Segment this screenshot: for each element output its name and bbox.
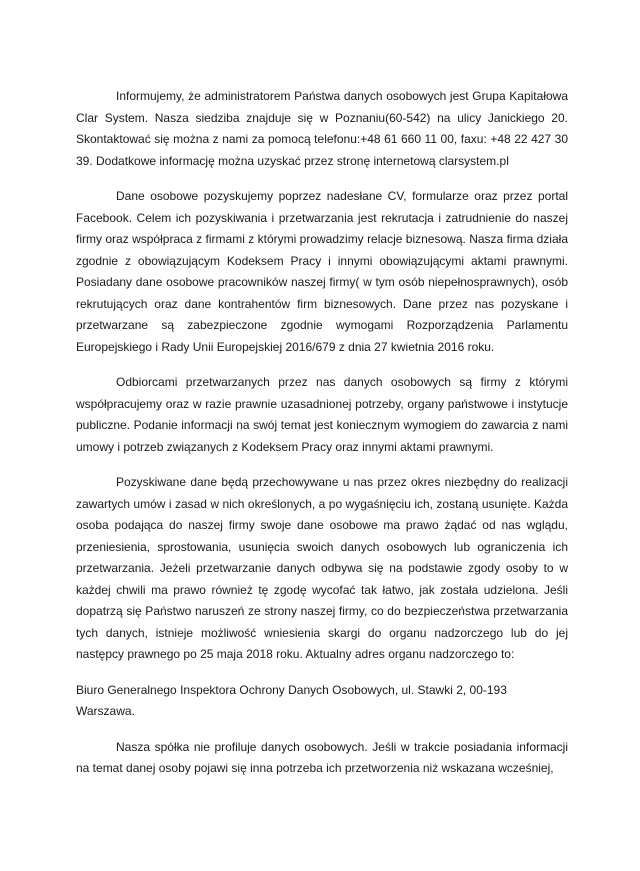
paragraph-administrator: Informujemy, że administratorem Państwa danych osobowych jest Grupa Kapitałowa Clar System. Nasza siedziba znajduje się w Poznaniu(60-542) na ulicy Janickiego 20. Skontaktować się można z nami za pomocą telefonu:+48 61 660 11 00, faxu: +48 22 427 30 39. Dodatkowe informację można uzyskać przez stronę internetową clarsystem.pl <box>76 89 568 168</box>
paragraph-supervisory-address: Biuro Generalnego Inspektora Ochrony Danych Osobowych, ul. Stawki 2, 00-193 Warszawa. <box>76 682 507 718</box>
document-body <box>76 86 568 794</box>
paragraph-data-collection: Dane osobowe pozyskujemy poprzez nadesłane CV, formularze oraz przez portal Facebook. Celem ich pozyskiwania i przetwarzania jest rekrutacja i zatrudnienie do naszej firmy oraz współpraca z firmami z którymi prowadzimy relacje biznesową. Nasza firma działa zgodnie z obowiązującym Kodeksem Pracy i innymi obowiązującymi aktami prawnymi. Posiadany dane osobowe pracowników naszej firmy( w tym osób niepełnosprawnych), osób rekrutujących oraz dane kontrahentów firm biznesowych. Dane przez nas pozyskane i przetwarzane są zabezpieczone zgodnie wymogami Rozporządzenia Parlamentu Europejskiego i Rady Unii Europejskiej 2016/679 z dnia 27 kwietnia 2016 roku. <box>76 189 568 354</box>
paragraph-profiling: Nasza spółka nie profiluje danych osobowych. Jeśli w trakcie posiadania informacji na temat danej osoby pojawi się inna potrzeba ich przetworzenia niż wskazana wcześniej, <box>76 739 568 775</box>
paragraph-recipients: Odbiorcami przetwarzanych przez nas danych osobowych są firmy z którymi współpracujemy oraz w razie prawnie uzasadnionej potrzeby, organy państwowe i instytucje publiczne. Podanie informacji na swój temat jest koniecznym wymogiem do zawarcia z nami umowy i potrzeb związanych z Kodeksem Pracy oraz innymi aktami prawnymi. <box>76 375 568 454</box>
paragraph-retention-rights: Pozyskiwane dane będą przechowywane u nas przez okres niezbędny do realizacji zawartych umów i zasad w nich określonych, a po wygaśnięciu ich, zostaną usunięte. Każda osoba podająca do naszej firmy swoje dane osobowe ma prawo żądać od nas wglądu, przeniesienia, sprostowania, usunięcia swoich danych osobowych lub ograniczenia ich przetwarzania. Jeżeli przetwarzanie danych odbywa się na podstawie zgody osoby to w każdej chwili ma prawo również tę zgodę wycofać tak łatwo, jak została udzielona. Jeśli dopatrzą się Państwo naruszeń ze strony naszej firmy, co do bezpieczeństwa przetwarzania tych danych, istnieje możliwość wniesienia skargi do organu nadzorczego lub do jej następcy prawnego po 25 maja 2018 roku. Aktualny adres organu nadzorczego to: <box>76 475 568 661</box>
